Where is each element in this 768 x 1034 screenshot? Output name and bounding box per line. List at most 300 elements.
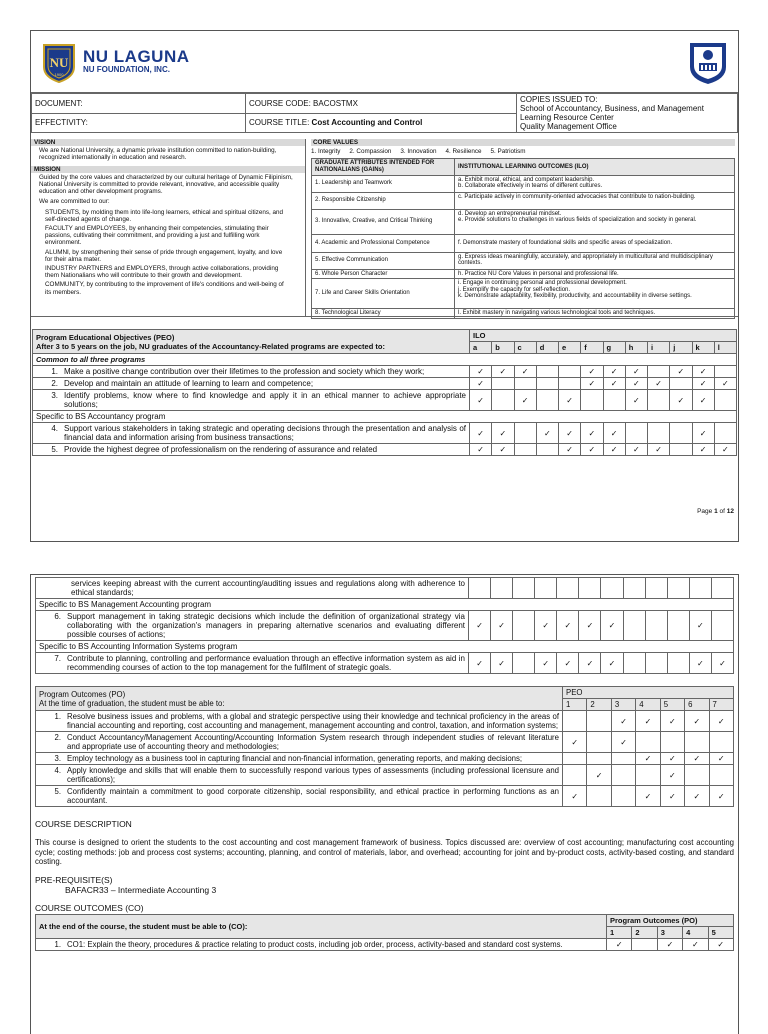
objective-number: 4.	[51, 424, 58, 433]
check-mark-icon: ✓	[581, 366, 603, 378]
gain-cell: 5. Effective Communication	[312, 252, 455, 269]
empty-cell	[587, 786, 611, 807]
check-mark-icon: ✓	[470, 423, 492, 444]
objective-line	[39, 612, 465, 639]
page-header	[31, 31, 738, 93]
ilo-item: l. Exhibit mastery in navigating various technological tools and techniques.	[458, 310, 656, 317]
empty-cell	[492, 378, 514, 390]
ilo-cell	[455, 234, 735, 252]
table-row	[36, 578, 734, 599]
ilo-cell	[455, 209, 735, 234]
ilo-item: f. Demonstrate mastery of foundational skills and specific areas of specialization.	[458, 239, 673, 246]
page-total: 12	[726, 508, 734, 515]
objective-text: Conduct Accountancy/Management Accounting/Accounting Information System research through independent studies of relevant literature and appropriate use of accounting theory and methodologies;	[67, 733, 559, 751]
check-mark-icon: ✓	[563, 732, 587, 753]
check-mark-icon: ✓	[660, 765, 684, 786]
empty-cell	[714, 423, 736, 444]
empty-cell	[709, 765, 733, 786]
empty-cell	[513, 578, 535, 599]
empty-cell	[623, 578, 645, 599]
ilo-group-header: ILO	[470, 330, 737, 342]
peo-table-continued	[35, 577, 734, 674]
ilo-item: c. Participate actively in community-oriented advocacies that contribute to nation-building.	[458, 193, 696, 200]
empty-cell	[623, 653, 645, 674]
check-mark-icon: ✓	[601, 611, 623, 641]
course-title-cell	[246, 113, 517, 133]
check-mark-icon: ✓	[581, 423, 603, 444]
objective-number: 3.	[51, 391, 58, 400]
program-label: Specific to BS Accountancy program	[33, 411, 737, 423]
objective-cell	[36, 611, 469, 641]
check-mark-icon: ✓	[689, 611, 711, 641]
table-row	[36, 732, 734, 753]
core-value: 2. Compassion	[349, 148, 392, 156]
po-subtitle: At the time of graduation, the student must be able to:	[39, 698, 225, 708]
copies-item: School of Accountancy, Business, and Management	[520, 104, 704, 113]
objective-line	[36, 391, 466, 409]
check-mark-icon: ✓	[469, 611, 491, 641]
core-value: 3. Innovation	[400, 148, 437, 156]
empty-cell	[611, 786, 635, 807]
peo-column-header: 5	[660, 699, 684, 711]
objective-line	[39, 766, 559, 784]
empty-cell	[535, 578, 557, 599]
table-row	[36, 653, 734, 674]
brand	[83, 48, 190, 75]
logo-year: 1900	[54, 72, 64, 77]
ilo-item: d. Develop an entrepreneurial mindset.	[458, 210, 562, 217]
core-value: 5. Patriotism	[490, 148, 526, 156]
empty-cell	[587, 732, 611, 753]
check-mark-icon: ✓	[492, 444, 514, 456]
table-row	[36, 599, 734, 611]
objective-cell	[36, 765, 563, 786]
po-column-header: 2	[632, 926, 657, 938]
check-mark-icon: ✓	[685, 711, 709, 732]
course-outcomes-title: COURSE OUTCOMES (CO)	[35, 902, 144, 913]
check-mark-icon: ✓	[683, 938, 708, 950]
objective-cell	[36, 786, 563, 807]
check-mark-icon: ✓	[709, 711, 733, 732]
check-mark-icon: ✓	[607, 938, 632, 950]
check-mark-icon: ✓	[611, 732, 635, 753]
table-row	[33, 444, 737, 456]
objective-text: services keeping abreast with the current accounting/auditing issues and regulations along with adherence to ethical standards;	[71, 579, 465, 597]
empty-cell	[514, 444, 536, 456]
check-mark-icon: ✓	[657, 938, 682, 950]
check-mark-icon: ✓	[670, 366, 692, 378]
mission-item: INDUSTRY PARTNERS and EMPLOYERS, through active collaborations, providing them Nationalians who will contribute to their growth and development.	[45, 265, 279, 280]
check-mark-icon: ✓	[660, 753, 684, 765]
check-mark-icon: ✓	[685, 753, 709, 765]
objective-cell	[33, 444, 470, 456]
objective-text: Provide the highest degree of professionalism on the rendering of assurance and related	[64, 445, 378, 454]
empty-cell	[536, 366, 558, 378]
check-mark-icon: ✓	[492, 366, 514, 378]
empty-cell	[645, 653, 667, 674]
objective-line	[36, 445, 466, 454]
objective-number: 3.	[54, 754, 61, 763]
ilo-column-header: e	[559, 342, 581, 354]
peo-column-header: 4	[636, 699, 660, 711]
objective-number: 1.	[54, 712, 61, 721]
po-column-header: 3	[657, 926, 682, 938]
co-table	[35, 914, 734, 951]
empty-cell	[563, 765, 587, 786]
empty-cell	[611, 753, 635, 765]
objective-line	[39, 787, 559, 805]
course-code: BACOSTMX	[313, 98, 358, 108]
empty-cell	[711, 578, 733, 599]
po-column-header: 4	[683, 926, 708, 938]
table-row	[36, 753, 734, 765]
check-mark-icon: ✓	[648, 378, 670, 390]
table-row	[33, 378, 737, 390]
logo-text: NU	[49, 55, 69, 70]
course-description-title: COURSE DESCRIPTION	[35, 819, 132, 829]
check-mark-icon: ✓	[625, 390, 647, 411]
objective-text: Employ technology as a business tool in capturing financial and non-financial information, generating reports, and making decisions;	[67, 754, 523, 763]
gains-header: GRADUATE ATTRIBUTES INTENDED FOR NATIONALIANS (GAINs)	[312, 159, 455, 175]
gain-cell: 3. Innovative, Creative, and Critical Thinking	[312, 209, 455, 234]
empty-cell	[632, 938, 657, 950]
ilo-column-header: c	[514, 342, 536, 354]
check-mark-icon: ✓	[470, 390, 492, 411]
check-mark-icon: ✓	[709, 786, 733, 807]
ilo-header: INSTITUTIONAL LEARNING OUTCOMES (ILO)	[455, 159, 735, 175]
ilo-item: j. Exemplify the capacity for self-reflection.	[458, 286, 571, 293]
course-outcomes-section	[35, 903, 734, 951]
ilo-column-header: g	[603, 342, 625, 354]
po-group-header: Program Outcomes (PO)	[607, 914, 734, 926]
peo-table	[32, 329, 737, 456]
check-mark-icon: ✓	[625, 366, 647, 378]
empty-cell	[636, 732, 660, 753]
empty-cell	[648, 390, 670, 411]
ilo-item: i. Engage in continuing personal and professional development.	[458, 280, 627, 287]
objective-cell	[36, 753, 563, 765]
check-mark-icon: ✓	[492, 423, 514, 444]
brand-name: NU LAGUNA	[83, 47, 190, 66]
objective-line	[39, 733, 559, 751]
peo-header	[33, 330, 470, 354]
check-mark-icon: ✓	[636, 753, 660, 765]
gain-cell: 2. Responsible Citizenship	[312, 192, 455, 209]
peo-column-header: 1	[563, 699, 587, 711]
objective-number: 2.	[51, 379, 58, 388]
table-row	[33, 423, 737, 444]
ilo-item: b. Collaborate effectively in teams of different cultures.	[458, 183, 603, 190]
course-description-text: This course is designed to orient the students to the cost accounting and cost management framework of business. Topics discussed are: overview of cost accounting; manufacturing cost accounting cycle; costing methods: job and process cost systems; accounting, planning, and control of materials, labor, and overhead; accounting for joint and by-product costs, activity-based costing, and standard costing.	[35, 838, 734, 867]
ilo-item: k. Demonstrate adaptability, flexibility, productivity, and accountability in diverse settings.	[458, 293, 692, 300]
check-mark-icon: ✓	[711, 653, 733, 674]
objective-text: CO1: Explain the theory, procedures & practice relating to product costs, including job order, process, activity-based and standard cost systems.	[67, 939, 563, 949]
po-title: Program Outcomes (PO)	[39, 689, 126, 699]
empty-cell	[601, 578, 623, 599]
po-header	[36, 687, 563, 711]
objective-line	[39, 754, 559, 763]
empty-cell	[645, 611, 667, 641]
empty-cell	[559, 378, 581, 390]
empty-cell	[685, 732, 709, 753]
empty-cell	[514, 423, 536, 444]
page-current: 1	[714, 508, 718, 515]
table-row	[33, 366, 737, 378]
ilo-item: h. Practice NU Core Values in personal and professional life.	[458, 270, 619, 277]
document-label: DOCUMENT:	[32, 94, 246, 114]
check-mark-icon: ✓	[559, 423, 581, 444]
check-mark-icon: ✓	[491, 611, 513, 641]
empty-cell	[492, 390, 514, 411]
peo-column-header: 3	[611, 699, 635, 711]
check-mark-icon: ✓	[601, 653, 623, 674]
empty-cell	[648, 366, 670, 378]
objective-number: 5.	[54, 787, 61, 796]
ilo-column-header: b	[492, 342, 514, 354]
check-mark-icon: ✓	[559, 444, 581, 456]
empty-cell	[559, 366, 581, 378]
core-values-list	[311, 146, 735, 157]
table-row	[36, 711, 734, 732]
check-mark-icon: ✓	[469, 653, 491, 674]
empty-cell	[648, 423, 670, 444]
check-mark-icon: ✓	[535, 653, 557, 674]
table-row	[36, 765, 734, 786]
check-mark-icon: ✓	[603, 444, 625, 456]
empty-cell	[579, 578, 601, 599]
check-mark-icon: ✓	[557, 611, 579, 641]
empty-cell	[557, 578, 579, 599]
mission-item: ALUMNI, by strengthening their sense of pride through engagement, loyalty, and love for their alma mater.	[45, 248, 283, 263]
gain-cell: 1. Leadership and Teamwork	[312, 175, 455, 192]
empty-cell	[667, 653, 689, 674]
empty-cell	[536, 378, 558, 390]
peo-group-header: PEO	[563, 687, 734, 699]
objective-number: 4.	[54, 766, 61, 775]
check-mark-icon: ✓	[581, 444, 603, 456]
empty-cell	[714, 390, 736, 411]
objective-number: 7.	[54, 654, 61, 663]
course-description-section	[35, 819, 734, 867]
objective-text: Develop and maintain an attitude of learning to learn and competence;	[64, 379, 314, 388]
check-mark-icon: ✓	[470, 444, 492, 456]
objective-line	[36, 424, 466, 442]
check-mark-icon: ✓	[692, 423, 714, 444]
check-mark-icon: ✓	[470, 366, 492, 378]
check-mark-icon: ✓	[685, 786, 709, 807]
check-mark-icon: ✓	[514, 390, 536, 411]
gain-cell: 6. Whole Person Character	[312, 269, 455, 279]
mission-title: MISSION	[31, 166, 305, 173]
check-mark-icon: ✓	[692, 444, 714, 456]
prerequisite-title: PRE-REQUISITE(S)	[35, 874, 113, 885]
ilo-item: e. Provide solutions to challenges in various fields of specialization and society in general.	[458, 217, 697, 224]
objective-text: Resolve business issues and problems, with a global and strategic perspective using their knowledge and technical proficiency in the areas of financial accounting and reporting, cost accounting and management, management accounting and control, taxation, and information systems;	[67, 712, 559, 730]
check-mark-icon: ✓	[692, 378, 714, 390]
core-values-title: CORE VALUES	[311, 139, 735, 146]
empty-cell	[670, 423, 692, 444]
empty-cell	[685, 765, 709, 786]
objective-cell	[33, 390, 470, 411]
empty-cell	[714, 366, 736, 378]
po-column-header: 5	[708, 926, 733, 938]
objective-number: 2.	[54, 733, 61, 742]
objective-cell	[33, 423, 470, 444]
core-values-gains-column	[311, 139, 735, 319]
mission-intro: Guided by the core values and characterized by our cultural heritage of Dynamic Filipinism, National University is committed to provide relevant, innovative, and accessible quality education and other development programs.	[39, 173, 293, 196]
document-page-2	[30, 574, 739, 1034]
empty-cell	[603, 390, 625, 411]
empty-cell	[491, 578, 513, 599]
empty-cell	[670, 378, 692, 390]
po-column-header: 1	[607, 926, 632, 938]
empty-cell	[667, 578, 689, 599]
prerequisite-value: BAFACR33 – Intermediate Accounting 3	[65, 884, 217, 895]
table-row	[36, 641, 734, 653]
objective-line	[39, 940, 603, 949]
peo-column-header: 7	[709, 699, 733, 711]
page-label: Page	[697, 508, 713, 515]
empty-cell	[623, 611, 645, 641]
ilo-column-header: d	[536, 342, 558, 354]
empty-cell	[667, 611, 689, 641]
empty-cell	[645, 578, 667, 599]
objective-number: 1.	[54, 939, 61, 949]
check-mark-icon: ✓	[648, 444, 670, 456]
empty-cell	[563, 711, 587, 732]
check-mark-icon: ✓	[563, 786, 587, 807]
empty-cell	[660, 732, 684, 753]
table-row	[33, 411, 737, 423]
check-mark-icon: ✓	[714, 378, 736, 390]
ilo-column-header: f	[581, 342, 603, 354]
brand-subtitle: NU FOUNDATION, INC.	[83, 65, 170, 74]
mission-item: FACULTY and EMPLOYEES, by enhancing their competencies, stimulating their passions, cultivating their commitment, and providing a just and fulfilling work environment.	[45, 225, 269, 247]
ilo-column-header: l	[714, 342, 736, 354]
page2-content	[31, 575, 738, 951]
check-mark-icon: ✓	[579, 653, 601, 674]
objective-line	[36, 379, 466, 388]
empty-cell	[625, 423, 647, 444]
empty-cell	[611, 765, 635, 786]
empty-cell	[469, 578, 491, 599]
copies-item: Quality Management Office	[520, 122, 617, 131]
check-mark-icon: ✓	[470, 378, 492, 390]
empty-cell	[581, 390, 603, 411]
page-number	[697, 508, 734, 515]
check-mark-icon: ✓	[692, 390, 714, 411]
check-mark-icon: ✓	[692, 366, 714, 378]
effectivity-label: EFFECTIVITY:	[32, 113, 246, 133]
mission-item: COMMUNITY, by contributing to the improvement of life's conditions and well-being of its members.	[45, 281, 284, 296]
peo-column-header: 2	[587, 699, 611, 711]
empty-cell	[536, 390, 558, 411]
check-mark-icon: ✓	[579, 611, 601, 641]
ilo-cell	[455, 269, 735, 279]
check-mark-icon: ✓	[689, 653, 711, 674]
objective-text: Contribute to planning, controlling and performance evaluation through an effective information system as aid in recommending courses of action to the top management for the fulfilment of strategic goals.	[67, 654, 465, 672]
peo-column-header: 6	[685, 699, 709, 711]
mission-item: STUDENTS, by molding them into life-long learners, ethical and spiritual citizens, and self-directed agents of change.	[45, 208, 283, 223]
ilo-cell	[455, 252, 735, 269]
objective-number: 1.	[51, 367, 58, 376]
check-mark-icon: ✓	[670, 390, 692, 411]
document-page-1	[30, 30, 739, 542]
empty-cell	[563, 753, 587, 765]
objective-text: Support management in taking strategic decisions which include the definition of organizational strategy via collaborating with the organization's managers in preparing alternative scenarios and evaluating different possible courses of actions;	[67, 612, 465, 639]
objective-text: Support various stakeholders in taking strategic and operating decisions through the presentation and analysis of financial data and information arising from business transactions;	[64, 424, 466, 442]
objective-line	[39, 712, 559, 730]
prerequisite-section	[35, 875, 734, 895]
empty-cell	[513, 653, 535, 674]
objective-cell	[36, 653, 469, 674]
objective-number: 5.	[51, 445, 58, 454]
ilo-cell	[455, 279, 735, 309]
ilo-column-header: h	[625, 342, 647, 354]
course-code-cell	[246, 94, 517, 114]
check-mark-icon: ✓	[603, 423, 625, 444]
program-label: Specific to BS Management Accounting program	[36, 599, 734, 611]
check-mark-icon: ✓	[603, 378, 625, 390]
table-row	[36, 611, 734, 641]
objective-text: Identify problems, know where to find knowledge and apply it in an ethical manner to achieve appropriate solutions;	[64, 391, 466, 409]
check-mark-icon: ✓	[660, 711, 684, 732]
check-mark-icon: ✓	[559, 390, 581, 411]
table-row	[36, 938, 734, 950]
vision-mission-column	[31, 139, 306, 317]
co-subtitle: At the end of the course, the student must be able to (CO):	[36, 914, 607, 938]
check-mark-icon: ✓	[636, 711, 660, 732]
objective-line	[39, 654, 465, 672]
empty-cell	[689, 578, 711, 599]
objective-cell	[36, 732, 563, 753]
ilo-cell	[455, 192, 735, 209]
check-mark-icon: ✓	[714, 444, 736, 456]
objective-cell	[36, 711, 563, 732]
copies-cell	[517, 94, 738, 133]
school-seal-icon	[686, 39, 730, 85]
nu-shield-logo-icon	[41, 43, 77, 83]
gain-cell: 7. Life and Career Skills Orientation	[312, 279, 455, 309]
empty-cell	[514, 378, 536, 390]
check-mark-icon: ✓	[625, 378, 647, 390]
check-mark-icon: ✓	[709, 753, 733, 765]
check-mark-icon: ✓	[603, 366, 625, 378]
check-mark-icon: ✓	[611, 711, 635, 732]
copies-label: COPIES ISSUED TO:	[520, 95, 598, 104]
vm-section	[31, 139, 738, 317]
vision-title: VISION	[31, 139, 305, 146]
check-mark-icon: ✓	[587, 765, 611, 786]
check-mark-icon: ✓	[625, 444, 647, 456]
check-mark-icon: ✓	[535, 611, 557, 641]
ilo-column-header: a	[470, 342, 492, 354]
check-mark-icon: ✓	[581, 378, 603, 390]
peo-title: Program Educational Objectives (PEO)	[36, 332, 175, 342]
objective-text: Apply knowledge and skills that will enable them to successfully respond various types of assessments (including professional licensure and certifications);	[67, 766, 559, 784]
empty-cell	[587, 753, 611, 765]
ilo-cell	[455, 175, 735, 192]
mission-committed: We are committed to our:	[39, 198, 110, 206]
gain-cell: 4. Academic and Professional Competence	[312, 234, 455, 252]
objective-cell	[33, 378, 470, 390]
objective-number: 6.	[54, 612, 61, 621]
gain-cell: 8. Technological Literacy	[312, 309, 455, 319]
common-label: Common to all three programs	[33, 354, 737, 366]
gains-table	[311, 158, 735, 318]
objective-cell	[36, 938, 607, 950]
check-mark-icon: ✓	[708, 938, 733, 950]
